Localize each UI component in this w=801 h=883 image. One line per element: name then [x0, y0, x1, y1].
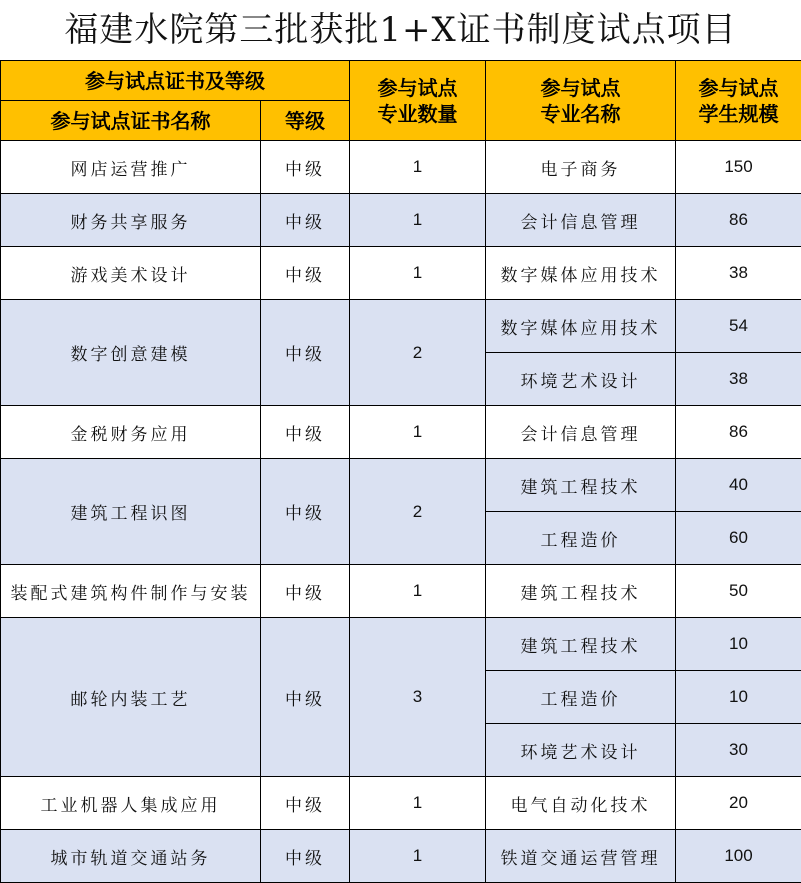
- major-name-cell: 铁道交通运营管理: [486, 830, 676, 883]
- major-name-cell: 建筑工程技术: [486, 618, 676, 671]
- level-cell: 中级: [261, 565, 350, 618]
- students-cell: 20: [676, 777, 801, 830]
- cert-name-cell: 财务共享服务: [1, 194, 261, 247]
- major-name-cell: 电子商务: [486, 141, 676, 194]
- major-name-cell: 建筑工程技术: [486, 565, 676, 618]
- major-name-cell: 会计信息管理: [486, 194, 676, 247]
- cert-name-cell: 工业机器人集成应用: [1, 777, 261, 830]
- students-cell: 86: [676, 406, 801, 459]
- major-count-cell: 2: [350, 300, 486, 406]
- level-cell: 中级: [261, 300, 350, 406]
- header-students: [676, 61, 801, 141]
- cert-name-cell: 邮轮内装工艺: [1, 618, 261, 777]
- level-cell: 中级: [261, 459, 350, 565]
- major-count-cell: 1: [350, 777, 486, 830]
- header-cert-group: 参与试点证书及等级: [1, 61, 350, 101]
- table-row: [1, 618, 801, 671]
- cert-name-cell: 数字创意建模: [1, 300, 261, 406]
- major-name-cell: 建筑工程技术: [486, 459, 676, 512]
- major-count-cell: 1: [350, 565, 486, 618]
- level-cell: 中级: [261, 406, 350, 459]
- students-cell: 38: [676, 353, 801, 406]
- students-cell: 38: [676, 247, 801, 300]
- major-count-cell: 1: [350, 141, 486, 194]
- students-cell: 50: [676, 565, 801, 618]
- major-count-cell: 1: [350, 830, 486, 883]
- page-title: 福建水院第三批获批1+X证书制度试点项目: [64, 10, 737, 50]
- major-count-cell: 3: [350, 618, 486, 777]
- cert-name-cell: 网店运营推广: [1, 141, 261, 194]
- major-name-cell: 会计信息管理: [486, 406, 676, 459]
- major-count-cell: 2: [350, 459, 486, 565]
- table-row: [1, 406, 801, 459]
- header-students-line2: 学生规模: [698, 101, 779, 126]
- cert-name-cell: 装配式建筑构件制作与安装: [1, 565, 261, 618]
- cert-name-cell: 城市轨道交通站务: [1, 830, 261, 883]
- major-count-cell: 1: [350, 247, 486, 300]
- header-level: 等级: [261, 101, 350, 141]
- major-name-cell: 数字媒体应用技术: [486, 247, 676, 300]
- major-name-cell: 数字媒体应用技术: [486, 300, 676, 353]
- cert-name-cell: 游戏美术设计: [1, 247, 261, 300]
- table-row: [1, 141, 801, 194]
- major-name-cell: 工程造价: [486, 671, 676, 724]
- header-cert-name: 参与试点证书名称: [1, 101, 261, 141]
- cert-name-cell: 金税财务应用: [1, 406, 261, 459]
- students-cell: 86: [676, 194, 801, 247]
- major-name-cell: 环境艺术设计: [486, 353, 676, 406]
- cert-name-cell: 建筑工程识图: [1, 459, 261, 565]
- students-cell: 10: [676, 671, 801, 724]
- level-cell: 中级: [261, 194, 350, 247]
- students-cell: 30: [676, 724, 801, 777]
- header-major-name-line1: 参与试点: [540, 75, 621, 100]
- header-major-count-line1: 参与试点: [377, 75, 458, 100]
- level-cell: 中级: [261, 141, 350, 194]
- level-cell: 中级: [261, 830, 350, 883]
- major-count-cell: 1: [350, 406, 486, 459]
- table-row: [1, 300, 801, 353]
- table-row: [1, 247, 801, 300]
- students-cell: 100: [676, 830, 801, 883]
- table-row: [1, 194, 801, 247]
- header-major-count-line2: 专业数量: [377, 101, 458, 126]
- major-name-cell: 环境艺术设计: [486, 724, 676, 777]
- header-major-name: [486, 61, 676, 141]
- major-name-cell: 电气自动化技术: [486, 777, 676, 830]
- table-row: [1, 565, 801, 618]
- students-cell: 60: [676, 512, 801, 565]
- major-count-cell: 1: [350, 194, 486, 247]
- students-cell: 10: [676, 618, 801, 671]
- header-major-count: [350, 61, 486, 141]
- table-row: [1, 830, 801, 883]
- table-row: [1, 777, 801, 830]
- students-cell: 40: [676, 459, 801, 512]
- table-row: [1, 459, 801, 512]
- level-cell: 中级: [261, 618, 350, 777]
- students-cell: 150: [676, 141, 801, 194]
- major-name-cell: 工程造价: [486, 512, 676, 565]
- level-cell: 中级: [261, 777, 350, 830]
- header-major-name-line2: 专业名称: [540, 101, 621, 126]
- students-cell: 54: [676, 300, 801, 353]
- header-students-line1: 参与试点: [698, 75, 779, 100]
- table-body: [1, 141, 801, 883]
- level-cell: 中级: [261, 247, 350, 300]
- pilot-projects-table: [0, 60, 801, 883]
